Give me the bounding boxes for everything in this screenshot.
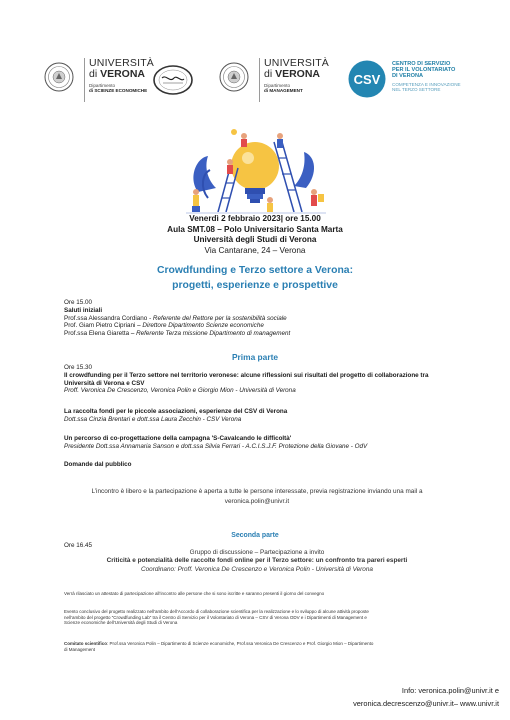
attestato-note [64, 591, 454, 597]
registration-email[interactable]: veronica.polin@univr.it [224, 497, 290, 505]
univr-name: UNIVERSITÀ [264, 57, 330, 69]
talk3-speakers: Presidente Dott.ssa Annamaria Sanson e dott.ssa Silvia Ferrari - A.C.I.S.J.F. Protezione della Giovane - OdV [64, 442, 368, 450]
univr-seal-icon [44, 62, 74, 92]
univr-city: di VERONA [89, 68, 146, 80]
committee-line-cont: di Management [64, 646, 96, 652]
department-name: Dipartimento di MANAGEMENT [264, 83, 303, 93]
part2-format: Gruppo di discussione – Partecipazione a invito [189, 549, 325, 556]
csv-name-line2: PER IL VOLONTARIATO [392, 67, 456, 73]
event-university: Università degli Studi di Verona [193, 235, 317, 245]
part2-title: Criticità e potenzialità delle raccolte fondi online per il Terzo settore: un confronto tra pareri esperti [106, 557, 408, 565]
logo-csv-verona [348, 58, 488, 102]
univr-seal-icon [219, 62, 249, 92]
univr-name: UNIVERSITÀ [89, 57, 155, 69]
part1-time: Ore 15.30 [64, 364, 93, 371]
attestato-text: Verrà rilasciato un attestato di partecipazione all’incontro alle persone che si sono iscritte e saranno presenti il giorno del convegno [64, 591, 325, 596]
context-line: Evento conclusivo del progetto realizzato nell’ambito dell’Accordo di collaborazione scientifica per la realizzazione e lo sviluppo di alcune attività proposte [64, 609, 369, 614]
committee-line: Comitato scientifico: Prof.ssa Veronica Polin – Dipartimento di Scienze economiche, Prof.ssa Veronica De Crescenzo e Prof. Giorgio Mion – Dipartimento [64, 641, 374, 646]
talk2 [64, 408, 450, 424]
event-venue: Aula SMT.08 – Polo Universitario Santa Marta [167, 224, 343, 234]
part2-heading: Seconda parte [231, 532, 279, 539]
csv-name-line1: CENTRO DI SERVIZIO [392, 61, 451, 67]
part2-coordinator: Coordinano: Proff. Veronica De Crescenzo e Veronica Polin - Università di Verona [141, 565, 373, 573]
event-title [0, 264, 510, 293]
context-line: nell’ambito del progetto “Crowdfunding Lab” tra il Centro di Servizio per il Volontariato di Verona – CSV di Verona ODV e i Dipartimenti di Management e [64, 614, 367, 620]
event-info [0, 214, 510, 256]
contact-info [353, 685, 499, 710]
talk2-title: La raccolta fondi per le piccole associazioni, esperienze del CSV di Verona [64, 408, 288, 415]
department-name: Dipartimento di SCIENZE ECONOMICHE [89, 83, 148, 93]
event-title-line2: progetti, esperienze e prospettive [172, 279, 338, 291]
contact-line1[interactable]: Info: veronica.polin@univr.it e [401, 686, 499, 695]
contact-line2[interactable]: veronica.decrescenzo@univr.it– www.univr.it [353, 698, 499, 708]
talk2-speakers: Dott.ssa Cinzia Brentari e dott.ssa Laura Zecchin - CSV Verona [64, 415, 242, 423]
event-title-line1: Crowdfunding e Terzo settore a Verona: [156, 265, 354, 276]
scientific-committee [64, 641, 454, 652]
event-date: Venerdì 2 febbraio 2023| ore 15.00 [189, 214, 321, 223]
registration-note [64, 487, 450, 507]
welcome-heading: Saluti iniziali [64, 306, 103, 314]
talk1-title: Il crowdfunding per il Terzo settore nel territorio veronese: alcune riflessioni sui risultati del progetto di collaborazione tra [64, 371, 429, 379]
event-address: Via Cantarane, 24 – Verona [204, 245, 306, 255]
csv-mark-icon [348, 60, 386, 98]
dipartimento-eccellenza-logo-icon [151, 64, 195, 96]
speaker-line: Prof.ssa Alessandra Cordiano - Referente del Rettore per la sostenibilità sociale [64, 314, 287, 322]
univr-city: di VERONA [264, 68, 321, 80]
part1-heading: Prima parte [231, 352, 279, 362]
part2-details [64, 549, 450, 574]
part2-time: Ore 16.45 [64, 542, 93, 549]
context-line: Scienze economiche dell’Università degli Studi di Verona [64, 620, 178, 626]
speaker-line: Prof.ssa Elena Giaretta – Referente Terza missione Dipartimento di management [64, 330, 291, 338]
lightbulb-teamwork-illustration [178, 128, 332, 216]
talk3-title: Un percorso di co-progettazione della campagna 'S-Cavalcando le difficoltà' [64, 435, 292, 442]
welcome-time: Ore 15.00 [64, 299, 93, 306]
csv-name-line3: DI VERONA [392, 73, 424, 79]
talk3 [64, 435, 450, 451]
welcome-section [64, 299, 450, 338]
qa-label: Domande dal pubblico [64, 461, 132, 468]
registration-text: L’incontro è libero e la partecipazione è aperta a tutte le persone interessate, previa registrazione inviando una mail a [91, 488, 423, 495]
talk1-speakers: Proff. Veronica De Crescenzo, Veronica Polin e Giorgio Mion - Università di Verona [64, 387, 296, 395]
csv-tagline-line2: NEL TERZO SETTORE [392, 87, 441, 92]
qa [64, 461, 450, 469]
part1-section [64, 364, 450, 395]
csv-tagline-line1: COMPETENZA E INNOVAZIONE [392, 82, 461, 87]
header-logos [44, 58, 484, 102]
talk1-title-cont: Università di Verona e CSV [64, 379, 145, 387]
project-context [64, 609, 454, 626]
csv-mark-text: CSV [353, 72, 381, 87]
speaker-line: Prof. Giam Pietro Cipriani – Direttore Dipartimento Scienze economiche [64, 322, 264, 330]
